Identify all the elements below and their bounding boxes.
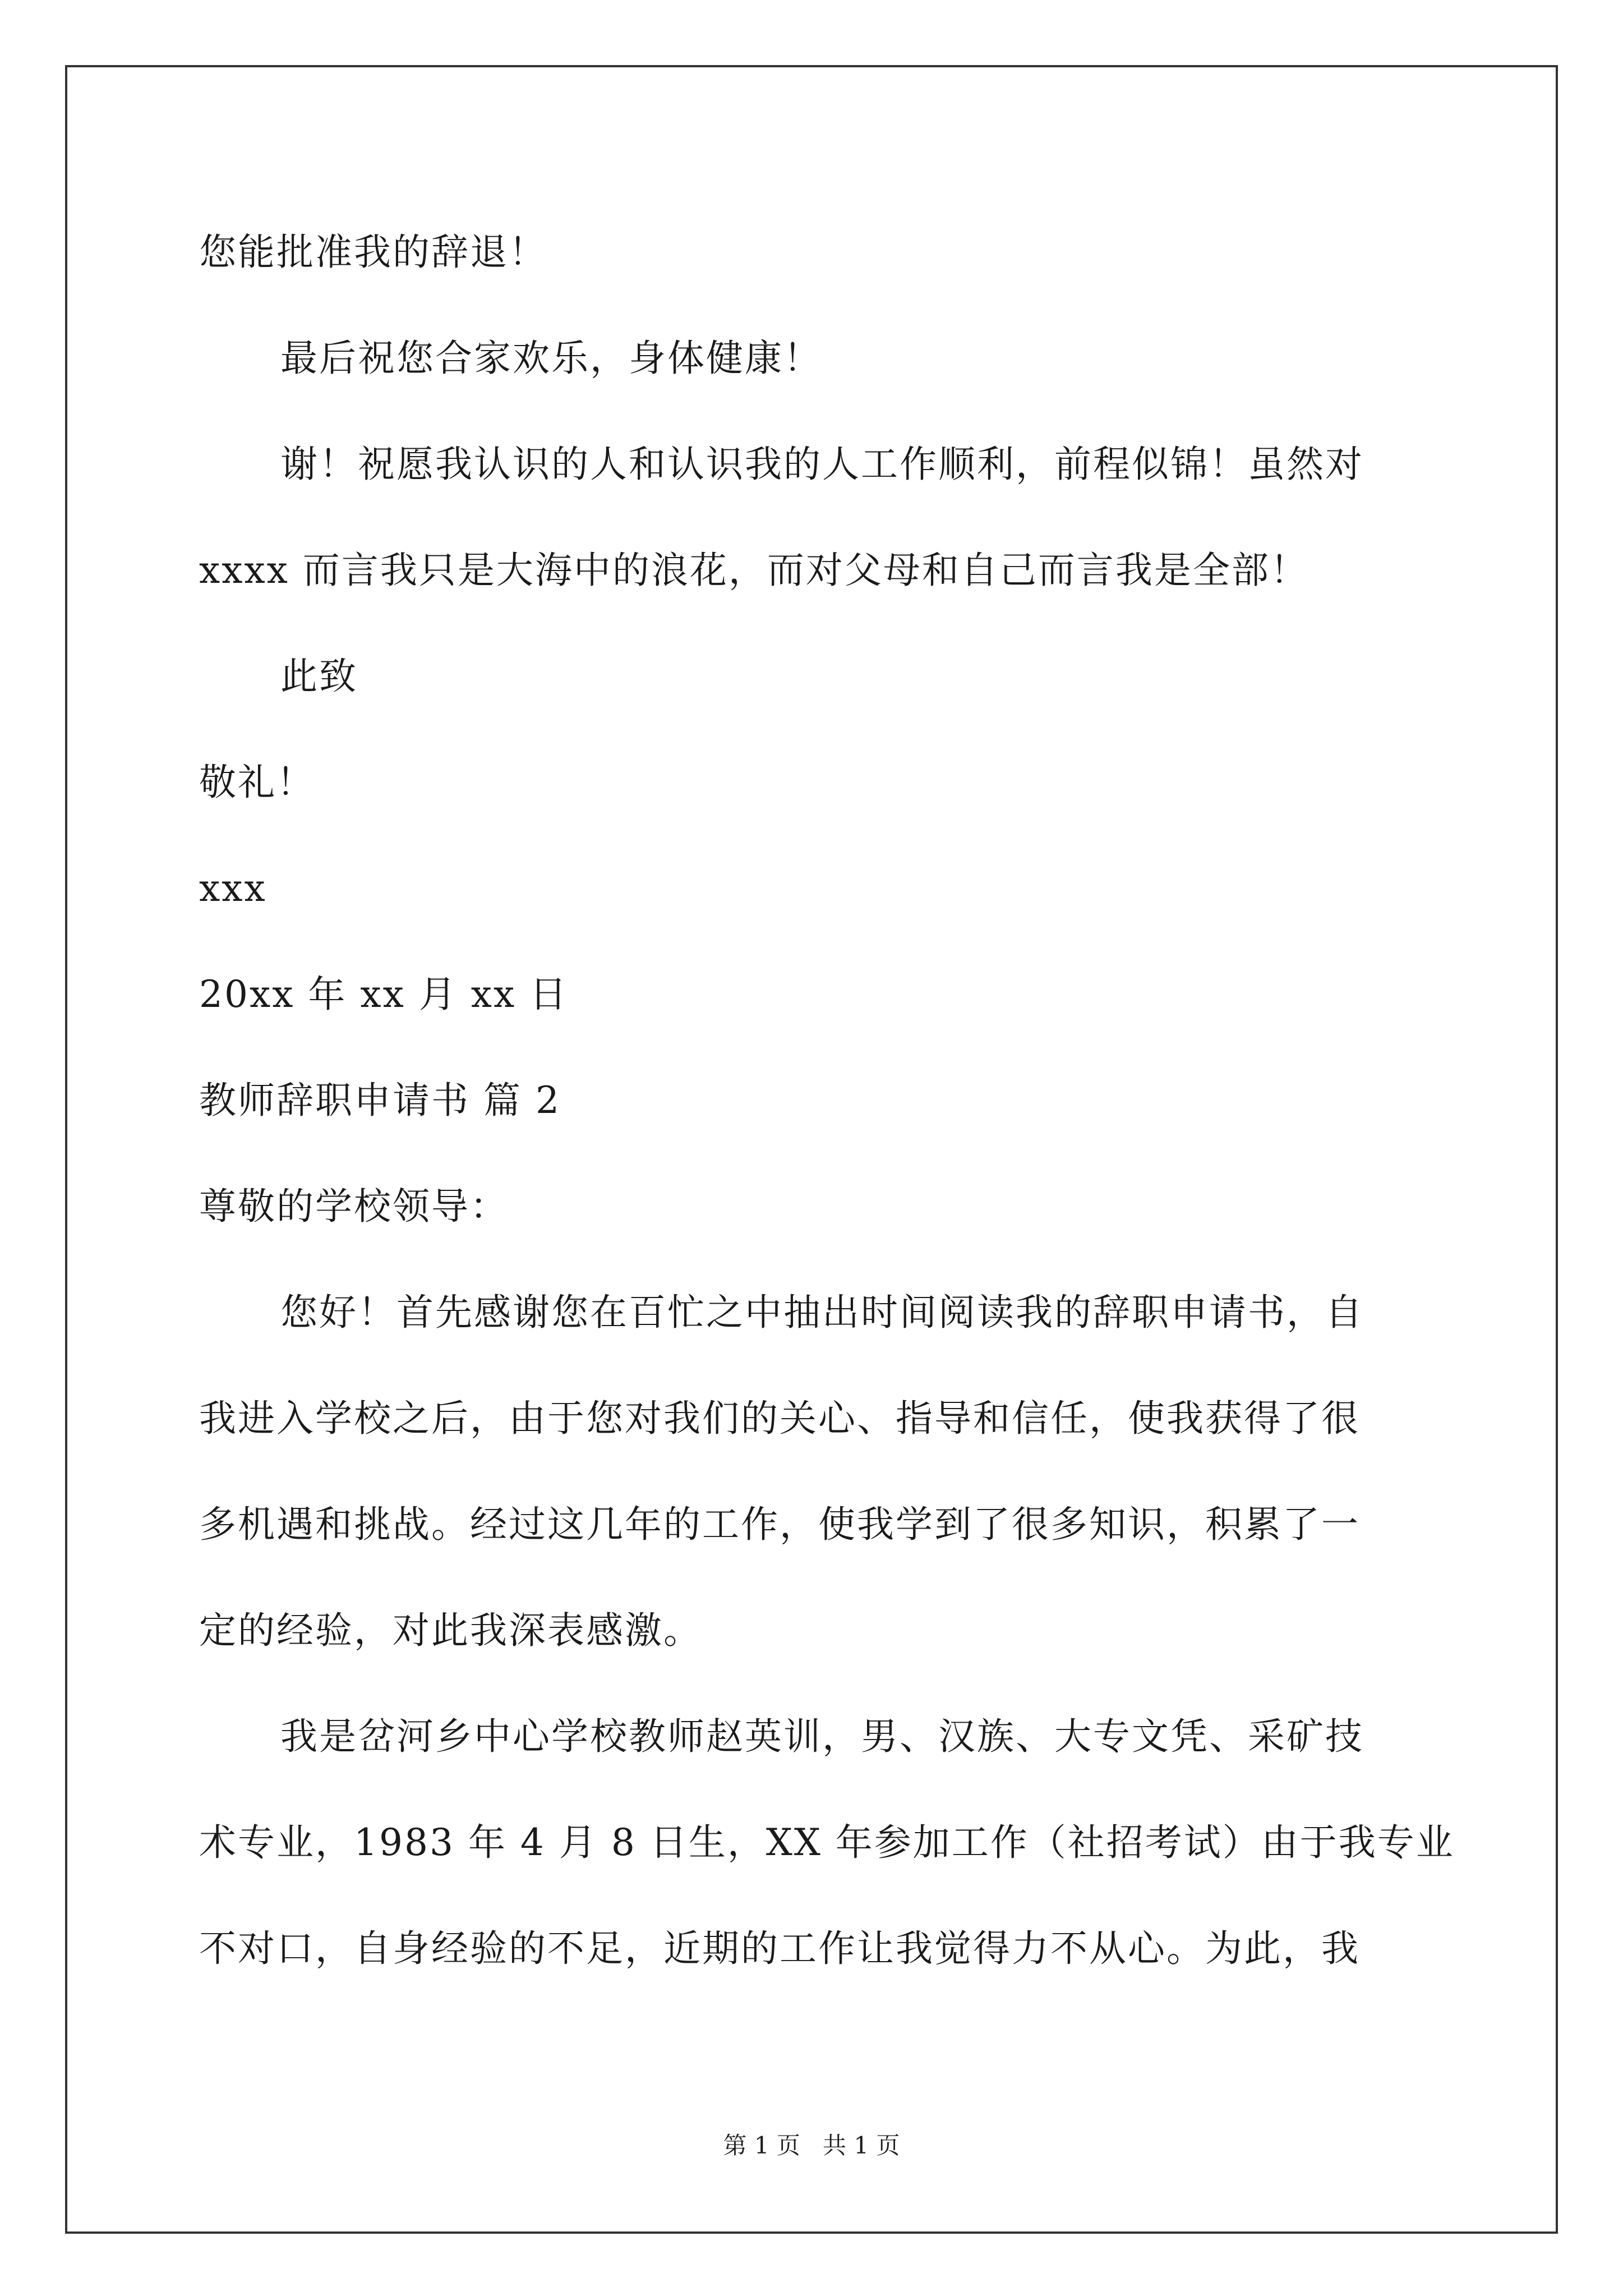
text-line-17: 不对口，自身经验的不足，近期的工作让我觉得力不从心。为此，我 (199, 1927, 1360, 1970)
text-line-16: 术专业，1983 年 4 月 8 日生，XX 年参加工作（社招考试）由于我专业 (199, 1821, 1455, 1864)
text-line-7: xxx (199, 867, 267, 910)
text-line-3: 谢！祝愿我认识的人和认识我的人工作顺利，前程似锦！虽然对 (280, 443, 1364, 486)
text-line-6: 敬礼！ (199, 761, 315, 804)
text-line-4: xxxx 而言我只是大海中的浪花，而对父母和自己而言我是全部！ (199, 549, 1309, 592)
text-line-11: 您好！首先感谢您在百忙之中抽出时间阅读我的辞职申请书，自 (280, 1291, 1364, 1334)
page-border (65, 65, 1558, 2234)
text-line-1: 您能批准我的辞退！ (199, 231, 547, 274)
text-line-14: 定的经验，对此我深表感激。 (199, 1609, 702, 1652)
text-line-15: 我是岔河乡中心学校教师赵英训，男、汉族、大专文凭、采矿技 (280, 1715, 1364, 1758)
page-footer: 第 1 页 共 1 页 (723, 2132, 900, 2159)
text-line-8: 20xx 年 xx 月 xx 日 (199, 973, 569, 1016)
salutation: 尊敬的学校领导： (199, 1185, 509, 1228)
text-line-5: 此致 (280, 655, 358, 698)
text-line-2: 最后祝您合家欢乐，身体健康！ (280, 337, 822, 380)
text-line-13: 多机遇和挑战。经过这几年的工作，使我学到了很多知识，积累了一 (199, 1503, 1360, 1546)
section-heading: 教师辞职申请书 篇 2 (199, 1079, 561, 1122)
text-line-12: 我进入学校之后，由于您对我们的关心、指导和信任，使我获得了很 (199, 1397, 1360, 1440)
